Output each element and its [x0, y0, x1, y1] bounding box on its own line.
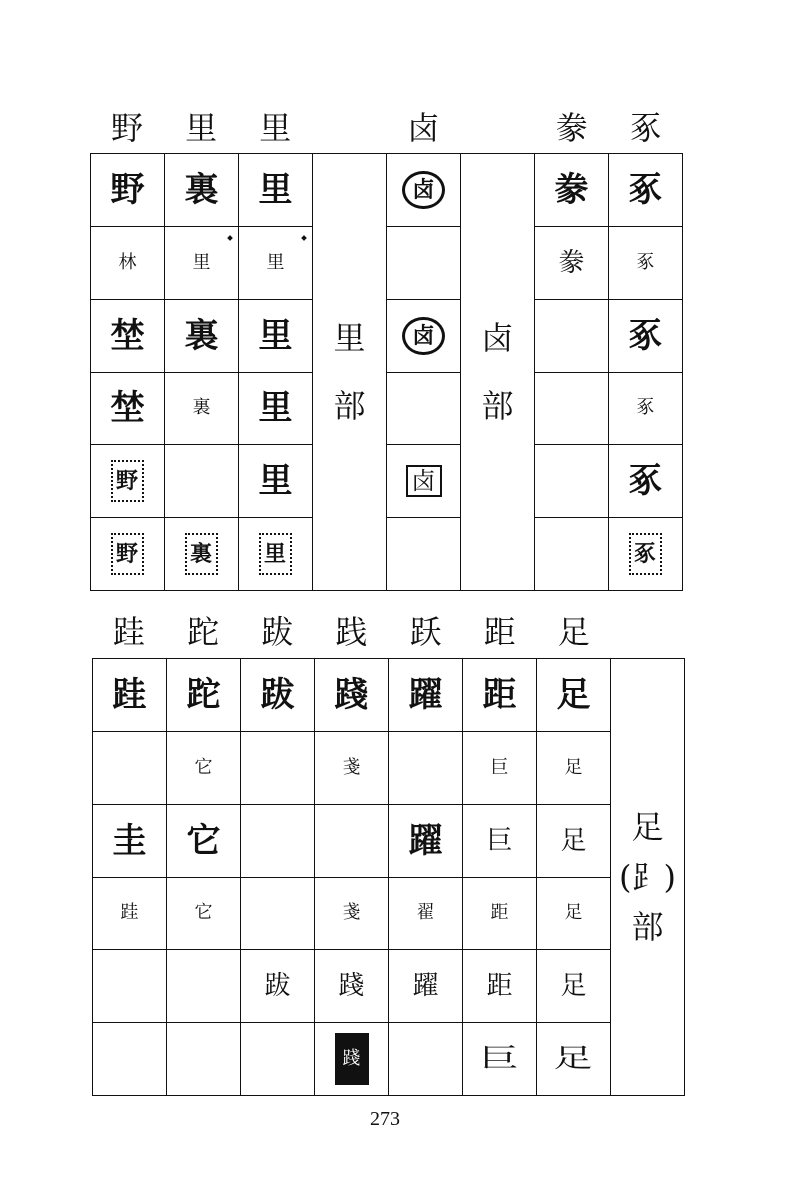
- radical-char: 部: [333, 387, 366, 425]
- empty-cell: [241, 805, 315, 878]
- glyph-cell: [463, 732, 537, 805]
- glyph-cell: [91, 154, 165, 227]
- radical-label: [313, 154, 387, 591]
- empty-cell: [535, 373, 609, 446]
- empty-cell: [387, 373, 461, 446]
- glyph-cell: [167, 805, 241, 878]
- glyph-cell: [241, 659, 315, 732]
- glyph: 巨: [486, 825, 513, 856]
- glyph-cell: [535, 227, 609, 300]
- glyph: 野: [111, 460, 144, 502]
- glyph-cell: [463, 1023, 537, 1096]
- glyph: 豢: [554, 169, 589, 210]
- glyph: 跋: [264, 971, 291, 1002]
- glyph: 跎: [186, 674, 221, 715]
- glyph-cell: [389, 878, 463, 951]
- glyph: 距: [486, 971, 513, 1002]
- glyph-cell: [463, 659, 537, 732]
- glyph: 里: [192, 251, 211, 273]
- empty-cell: [93, 1023, 167, 1096]
- top-column-headings: [90, 106, 683, 150]
- empty-cell: [167, 1023, 241, 1096]
- glyph: 里: [258, 461, 293, 502]
- glyph-cell: [537, 878, 611, 951]
- glyph: 足: [556, 674, 591, 715]
- glyph: 踐: [335, 1033, 369, 1085]
- glyph: 它: [194, 756, 213, 778]
- radical-char: (⻊): [619, 858, 676, 896]
- column-heading: 距: [483, 613, 516, 651]
- glyph: 里: [258, 315, 293, 356]
- glyph-cell: [315, 878, 389, 951]
- glyph: 卤: [402, 171, 444, 209]
- glyph-cell: [167, 878, 241, 951]
- glyph-cell: [239, 445, 313, 518]
- empty-cell: [535, 445, 609, 518]
- glyph-cell: [389, 950, 463, 1023]
- glyph: 踐: [338, 971, 365, 1002]
- glyph: 埜: [110, 388, 145, 429]
- glyph-cell: [609, 154, 683, 227]
- glyph: 戔: [342, 756, 361, 778]
- column-heading-blank: [461, 106, 535, 150]
- glyph: 裏: [184, 169, 219, 210]
- glyph-cell: [91, 300, 165, 373]
- glyph-cell: [239, 373, 313, 446]
- glyph-cell: [463, 805, 537, 878]
- glyph: 跬: [112, 674, 147, 715]
- empty-cell: [387, 227, 461, 300]
- column-heading: 豖: [629, 109, 662, 147]
- radical-label: [611, 659, 685, 1096]
- glyph: 足: [553, 1044, 594, 1075]
- empty-cell: [241, 732, 315, 805]
- radical-char: 足: [631, 808, 664, 846]
- glyph-cell: [93, 659, 167, 732]
- glyph-cell: [537, 1023, 611, 1096]
- glyph-cell: [239, 518, 313, 591]
- glyph-cell: [239, 227, 313, 300]
- glyph: 巨: [490, 756, 509, 778]
- glyph-cell: [537, 732, 611, 805]
- glyph-cell: [609, 445, 683, 518]
- glyph-cell: [91, 227, 165, 300]
- glyph-cell: [537, 805, 611, 878]
- glyph-cell: [609, 300, 683, 373]
- column-heading: 跬: [113, 613, 146, 651]
- column-heading: 豢: [555, 109, 588, 147]
- glyph: 野: [111, 533, 144, 575]
- empty-cell: [167, 950, 241, 1023]
- glyph-cell: [315, 950, 389, 1023]
- glyph: 豢: [558, 247, 585, 278]
- column-heading: 卤: [407, 109, 440, 147]
- radical-char: 卤: [481, 319, 514, 357]
- glyph: 足: [564, 902, 583, 924]
- glyph-cell: [93, 878, 167, 951]
- glyph: 豖: [636, 397, 655, 419]
- radical-char: 部: [631, 908, 664, 946]
- glyph-cell: [165, 518, 239, 591]
- glyph-cell: [315, 659, 389, 732]
- column-heading: 足: [557, 613, 590, 651]
- glyph-cell: [167, 732, 241, 805]
- glyph: 跋: [260, 674, 295, 715]
- glyph: 躍: [408, 820, 443, 861]
- column-heading: 跎: [187, 613, 220, 651]
- glyph-cell: [387, 300, 461, 373]
- glyph: 豖: [636, 251, 655, 273]
- glyph: 跬: [120, 902, 139, 924]
- glyph: 足: [560, 825, 587, 856]
- glyph-cell: [609, 227, 683, 300]
- glyph-cell: [387, 154, 461, 227]
- glyph-cell: [609, 373, 683, 446]
- empty-cell: [315, 805, 389, 878]
- glyph: 里: [258, 169, 293, 210]
- radical-label: [461, 154, 535, 591]
- glyph: 豖: [628, 169, 663, 210]
- glyph: 豖: [628, 315, 663, 356]
- glyph: 豖: [629, 533, 662, 575]
- column-heading: 野: [111, 109, 144, 147]
- empty-cell: [535, 518, 609, 591]
- glyph-cell: [463, 878, 537, 951]
- glyph: 裏: [192, 397, 211, 419]
- glyph: 里: [266, 251, 285, 273]
- glyph: 卤: [406, 465, 442, 497]
- empty-cell: [93, 732, 167, 805]
- glyph-cell: [165, 300, 239, 373]
- glyph-cell: [389, 659, 463, 732]
- glyph-cell: [93, 805, 167, 878]
- column-heading: 里: [259, 109, 292, 147]
- column-heading: 跃: [409, 613, 442, 651]
- glyph-cell: [167, 659, 241, 732]
- glyph: 埜: [110, 315, 145, 356]
- glyph: 距: [482, 674, 517, 715]
- glyph-cell: [91, 518, 165, 591]
- glyph-cell: [165, 154, 239, 227]
- glyph-cell: [535, 154, 609, 227]
- column-heading: 里: [185, 109, 218, 147]
- glyph: 足: [560, 971, 587, 1002]
- glyph: 裏: [184, 315, 219, 356]
- glyph: 里: [259, 533, 292, 575]
- glyph-cell: [537, 950, 611, 1023]
- column-heading-blank: [312, 106, 386, 150]
- glyph: 它: [194, 902, 213, 924]
- glyph: 里: [258, 388, 293, 429]
- column-heading: 跋: [261, 613, 294, 651]
- glyph: 足: [564, 756, 583, 778]
- column-heading-blank: [611, 610, 685, 654]
- empty-cell: [389, 732, 463, 805]
- empty-cell: [93, 950, 167, 1023]
- glyph: 圭: [112, 820, 147, 861]
- glyph: 翟: [416, 902, 435, 924]
- radical-char: 里: [333, 319, 366, 357]
- glyph-cell: [609, 518, 683, 591]
- empty-cell: [389, 1023, 463, 1096]
- glyph-cell: [463, 950, 537, 1023]
- glyph: 野: [110, 169, 145, 210]
- glyph-cell: [537, 659, 611, 732]
- empty-cell: [165, 445, 239, 518]
- glyph-cell: [389, 805, 463, 878]
- glyph-cell: [387, 445, 461, 518]
- glyph-cell: [241, 950, 315, 1023]
- glyph-cell: [239, 300, 313, 373]
- radical-char: 部: [481, 387, 514, 425]
- glyph: 踐: [334, 674, 369, 715]
- glyph-cell: [165, 373, 239, 446]
- glyph-cell: [315, 1023, 389, 1096]
- glyph: 它: [186, 820, 221, 861]
- bottom-column-headings: [92, 610, 685, 654]
- glyph: 躍: [408, 674, 443, 715]
- glyph-cell: [91, 445, 165, 518]
- glyph: 躍: [412, 971, 439, 1002]
- empty-cell: [387, 518, 461, 591]
- glyph-cell: [239, 154, 313, 227]
- glyph: 豖: [628, 461, 663, 502]
- column-heading: 践: [335, 613, 368, 651]
- top-glyph-table: [90, 153, 683, 591]
- glyph: 裏: [185, 533, 218, 575]
- glyph: 林: [118, 251, 137, 273]
- glyph-cell: [315, 732, 389, 805]
- page-number: 273: [370, 1108, 400, 1130]
- glyph: 巨: [479, 1044, 520, 1075]
- glyph: 戔: [342, 902, 361, 924]
- empty-cell: [535, 300, 609, 373]
- empty-cell: [241, 878, 315, 951]
- glyph: 距: [490, 902, 509, 924]
- bottom-glyph-table: [92, 658, 685, 1096]
- glyph-cell: [165, 227, 239, 300]
- glyph-cell: [91, 373, 165, 446]
- empty-cell: [241, 1023, 315, 1096]
- glyph: 卤: [402, 317, 444, 355]
